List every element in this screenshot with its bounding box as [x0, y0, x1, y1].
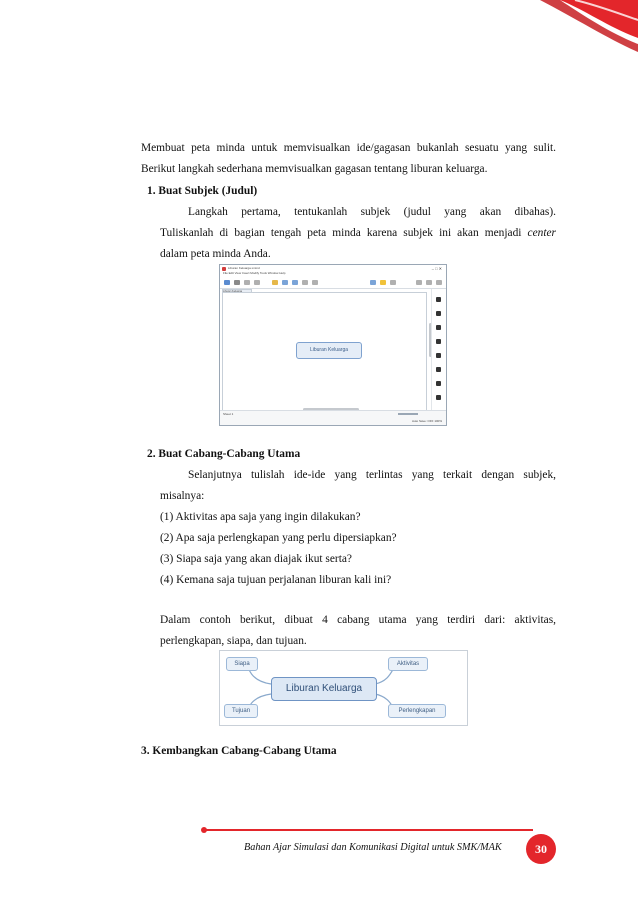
new-icon[interactable]: [224, 280, 230, 285]
list-item: (1) Aktivitas apa saja yang ingin dilakukan?: [160, 511, 361, 523]
relationship-icon[interactable]: [292, 280, 298, 285]
comments-icon[interactable]: [436, 381, 441, 386]
branch-perlengkapan: Perlengkapan: [388, 704, 446, 718]
properties-icon[interactable]: [436, 395, 441, 400]
list-item: (3) Siapa saja yang akan diajak ikut serta?: [160, 553, 352, 565]
list-item: (4) Kemana saja tujuan perjalanan liburan kali ini?: [160, 574, 392, 586]
subtopic-icon[interactable]: [282, 280, 288, 285]
step1-line-2: Tuliskanlah di bagian tengah peta minda karena subjek ini akan menjadi center: [160, 227, 556, 239]
center-term: center: [527, 227, 556, 239]
marker-flag-icon[interactable]: [436, 339, 441, 344]
sheet-label: Sheet 1: [223, 412, 234, 416]
header-swoosh-decoration: [0, 0, 638, 80]
step1-line-1: Langkah pertama, tentukanlah subjek (judul yang akan dibahas).: [188, 206, 556, 218]
notes-icon[interactable]: [436, 353, 441, 358]
format-icon[interactable]: [436, 311, 441, 316]
boundary-icon[interactable]: [302, 280, 308, 285]
footer-rule: [205, 829, 533, 831]
step1-line-3: dalam peta minda Anda.: [160, 248, 271, 260]
markers-icon[interactable]: [370, 280, 376, 285]
step3-heading: 3. Kembangkan Cabang-Cabang Utama: [141, 745, 337, 757]
page-number: 30: [526, 834, 556, 864]
list-item: (2) Apa saja perlengkapan yang perlu dipersiapkan?: [160, 532, 397, 544]
branch-aktivitas: Aktivitas: [388, 657, 428, 671]
intro-line-2: Berikut langkah sederhana memvisualkan gagasan tentang liburan keluarga.: [141, 163, 488, 175]
step2-para-line-2: perlengkapan, siapa, dan tujuan.: [160, 635, 307, 647]
central-topic: Liburan Keluarga: [271, 677, 377, 701]
topic-icon[interactable]: [272, 280, 278, 285]
step2-heading: 2. Buat Cabang-Cabang Utama: [147, 448, 301, 460]
presentation-icon[interactable]: [390, 280, 396, 285]
print-icon[interactable]: [436, 280, 442, 285]
export-icon[interactable]: [426, 280, 432, 285]
summary-icon[interactable]: [312, 280, 318, 285]
step2-line-2: misalnya:: [160, 490, 205, 502]
xmind-screenshot: [219, 264, 447, 426]
outline-icon[interactable]: [436, 297, 441, 302]
step2-line-1: Selanjutnya tulislah ide-ide yang terlintas yang terkait dengan subjek,: [188, 469, 556, 481]
menu-bar: File Edit View Insert Modify Tools Window Help: [223, 271, 286, 275]
side-panel-toolbar: [431, 289, 446, 411]
window-title: Liburan Keluarga.xmind: [228, 266, 260, 270]
branch-tujuan: Tujuan: [224, 704, 258, 718]
central-topic[interactable]: Liburan Keluarga: [296, 342, 362, 359]
image-icon[interactable]: [436, 325, 441, 330]
task-icon[interactable]: [436, 367, 441, 372]
footer-text: Bahan Ajar Simulasi dan Komunikasi Digital untuk SMK/MAK: [244, 842, 502, 853]
mindmap-figure: [219, 650, 468, 726]
share-icon[interactable]: [416, 280, 422, 285]
step1-heading: 1. Buat Subjek (Judul): [147, 185, 258, 197]
brainstorm-icon[interactable]: [380, 280, 386, 285]
intro-line-1: Membuat peta minda untuk memvisualkan ide/gagasan bukanlah sesuatu yang sulit.: [141, 142, 556, 154]
status-bar: [220, 410, 446, 425]
undo-icon[interactable]: [244, 280, 250, 285]
window-controls-icon: – □ ✕: [431, 266, 442, 271]
mindmap-canvas[interactable]: [222, 292, 427, 415]
zoom-slider[interactable]: [398, 413, 418, 415]
branch-siapa: Siapa: [226, 657, 258, 671]
redo-icon[interactable]: [254, 280, 260, 285]
save-icon[interactable]: [234, 280, 240, 285]
status-right: Auto Save: OFF 100%: [411, 419, 442, 423]
step2-para-line-1: Dalam contoh berikut, dibuat 4 cabang utama yang terdiri dari: aktivitas,: [160, 614, 556, 626]
toolbar: [220, 277, 446, 289]
